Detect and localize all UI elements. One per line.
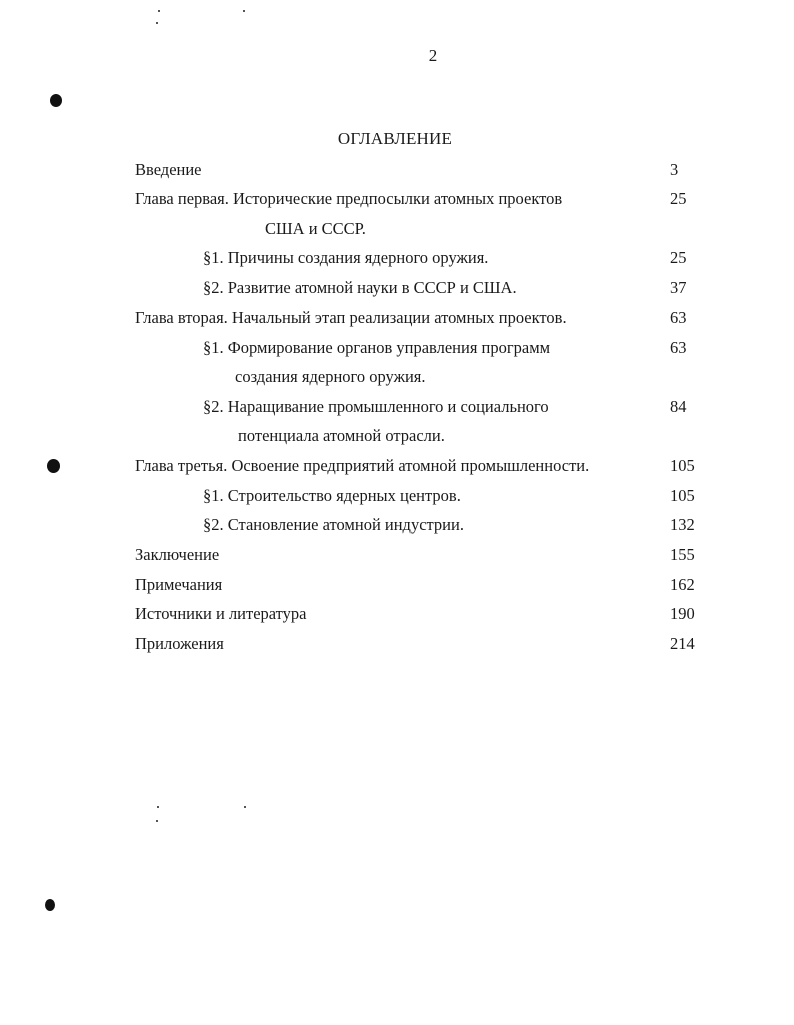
toc-entry-chapter-2-section-2: §2. Наращивание промышленного и социального [203,397,549,416]
toc-entry-chapter-1-section-2: §2. Развитие атомной науки в СССР и США. [203,278,517,297]
toc-page-chapter-2: 63 [670,308,687,327]
scan-speck [158,10,160,12]
toc-page-chapter-2-section-1: 63 [670,338,687,357]
toc-entry-sources: Источники и литература [135,604,307,623]
page-number: 2 [428,46,438,65]
toc-entry-appendices: Приложения [135,634,224,653]
toc-page-conclusion: 155 [670,545,695,564]
toc-entry-chapter-3-section-2: §2. Становление атомной индустрии. [203,515,464,534]
binder-hole-middle [47,459,60,473]
toc-entry-chapter-3: Глава третья. Освоение предприятий атомной промышленности. [135,456,590,475]
toc-page-sources: 190 [670,604,695,623]
scan-speck [156,820,158,822]
toc-entry-chapter-2: Глава вторая. Начальный этап реализации атомных проектов. [135,308,567,327]
binder-hole-bottom [45,899,55,911]
scan-speck [156,22,158,24]
toc-entry-chapter-2-section-1-cont: создания ядерного оружия. [235,367,426,386]
toc-page-chapter-3-section-2: 132 [670,515,695,534]
toc-entry-chapter-3-section-1: §1. Строительство ядерных центров. [203,486,461,505]
toc-page-chapter-2-section-2: 84 [670,397,687,416]
scan-speck [243,10,245,12]
binder-hole-top [50,94,62,107]
toc-page-notes: 162 [670,575,695,594]
toc-page-chapter-3: 105 [670,456,695,475]
toc-entry-chapter-2-section-1: §1. Формирование органов управления программ [203,338,551,357]
toc-title: ОГЛАВЛЕНИЕ [337,129,453,148]
toc-page-intro: 3 [670,160,679,179]
toc-entry-notes: Примечания [135,575,223,594]
toc-entry-chapter-1-section-1: §1. Причины создания ядерного оружия. [203,248,489,267]
scan-speck [157,806,159,808]
toc-page-chapter-1: 25 [670,189,687,208]
toc-page-appendices: 214 [670,634,695,653]
toc-page-chapter-1-section-2: 37 [670,278,687,297]
scan-speck [244,806,246,808]
toc-entry-chapter-2-section-2-cont: потенциала атомной отрасли. [238,426,445,445]
toc-entry-conclusion: Заключение [135,545,220,564]
toc-entry-chapter-1-cont: США и СССР. [265,219,366,238]
toc-page-chapter-3-section-1: 105 [670,486,695,505]
toc-page-chapter-1-section-1: 25 [670,248,687,267]
toc-entry-intro: Введение [135,160,202,179]
toc-entry-chapter-1: Глава первая. Исторические предпосылки атомных проектов [135,189,563,208]
